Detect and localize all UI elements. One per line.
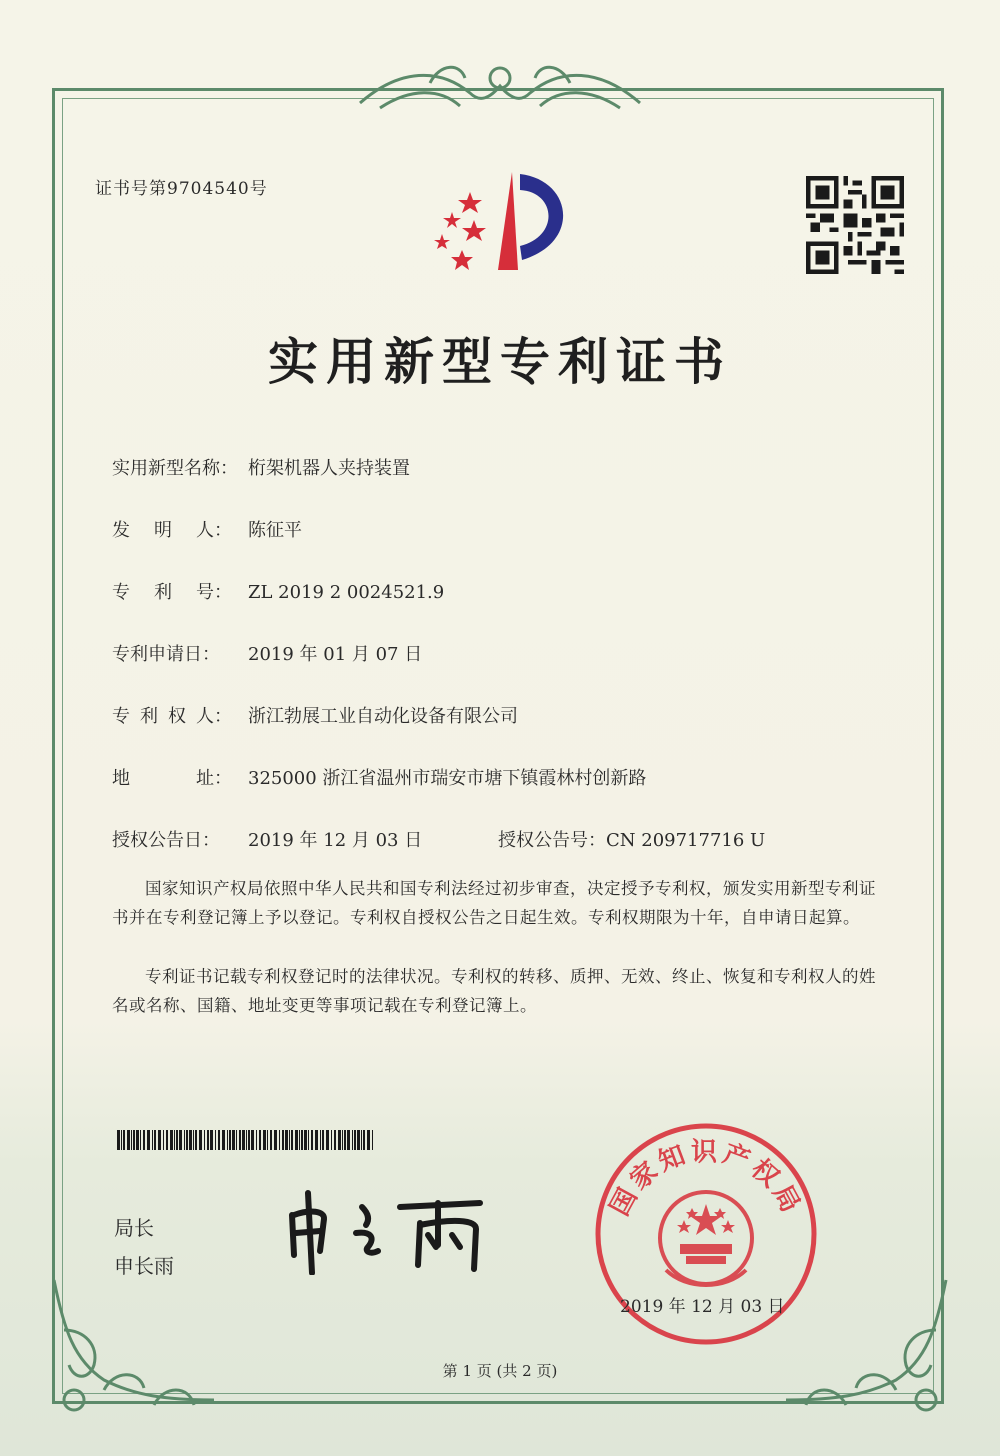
bottom-left-ornament — [44, 1270, 224, 1420]
top-ornament — [340, 58, 660, 128]
field-value: 陈征平 — [248, 520, 302, 541]
field-grant-date — [112, 826, 422, 852]
certificate-number: 证书号第9704540号 — [95, 179, 268, 199]
field-label: 实用新型名称： — [112, 458, 238, 479]
field-value: 桁架机器人夹持装置 — [248, 458, 410, 479]
label-char: 明 — [154, 520, 172, 541]
state-emblem-icon — [660, 1192, 752, 1285]
field-utility-model-name — [112, 454, 410, 480]
field-label: 授权公告号： — [498, 830, 606, 851]
field-label — [112, 702, 232, 728]
qr-code — [806, 176, 904, 274]
label-char: 权 — [168, 706, 186, 727]
patent-emblem-icon — [422, 162, 582, 282]
field-application-date — [112, 640, 422, 666]
field-inventor — [112, 516, 302, 542]
field-value: 2019 年 01 月 07 日 — [248, 644, 423, 665]
field-label — [112, 516, 232, 542]
field-label — [112, 578, 232, 604]
label-char: 人： — [196, 706, 232, 727]
director-name: 申长雨 — [114, 1254, 174, 1278]
field-value: ZL 2019 2 0024521.9 — [248, 582, 445, 603]
field-label: 专利申请日： — [112, 644, 220, 665]
field-value: 325000 浙江省温州市瑞安市塘下镇霞林村创新路 — [248, 768, 647, 789]
label-char: 址： — [196, 768, 232, 789]
label-char: 利 — [140, 706, 158, 727]
label-char: 专 — [112, 706, 130, 727]
field-address — [112, 764, 646, 790]
seal-text: 国家知识产权局 — [604, 1137, 808, 1221]
label-char: 人： — [196, 520, 232, 541]
label-char: 发 — [112, 520, 130, 541]
director-title: 局长 — [114, 1216, 154, 1240]
seal-date: 2019 年 12 月 03 日 — [620, 1297, 785, 1317]
field-label: 授权公告日： — [112, 830, 220, 851]
legal-paragraph-1: 国家知识产权局依照中华人民共和国专利法经过初步审查，决定授予专利权，颁发实用新型专利证书并在专利登记簿上予以登记。专利权自授权公告之日起生效。专利权期限为十年，自申请日起算。 — [112, 879, 876, 927]
page-number: 第 1 页 (共 2 页) — [442, 1362, 558, 1380]
label-char: 地 — [112, 768, 130, 789]
field-grant-publication-number — [498, 826, 765, 852]
field-value: 2019 年 12 月 03 日 — [248, 830, 423, 851]
label-char: 专 — [112, 582, 130, 603]
field-value: CN 209717716 U — [606, 830, 766, 851]
director-signature — [280, 1185, 500, 1275]
field-label — [112, 764, 232, 790]
barcode — [117, 1130, 375, 1150]
legal-paragraph-2: 专利证书记载专利权登记时的法律状况。专利权的转移、质押、无效、终止、恢复和专利权人的姓名或名称、国籍、地址变更等事项记载在专利登记簿上。 — [112, 967, 876, 1015]
label-char: 利 — [154, 582, 172, 603]
field-value: 浙江勃展工业自动化设备有限公司 — [248, 706, 518, 727]
page-title: 实用新型专利证书 — [268, 332, 732, 391]
field-patent-number — [112, 578, 444, 604]
label-char: 号： — [196, 582, 232, 603]
field-patentee — [112, 702, 518, 728]
